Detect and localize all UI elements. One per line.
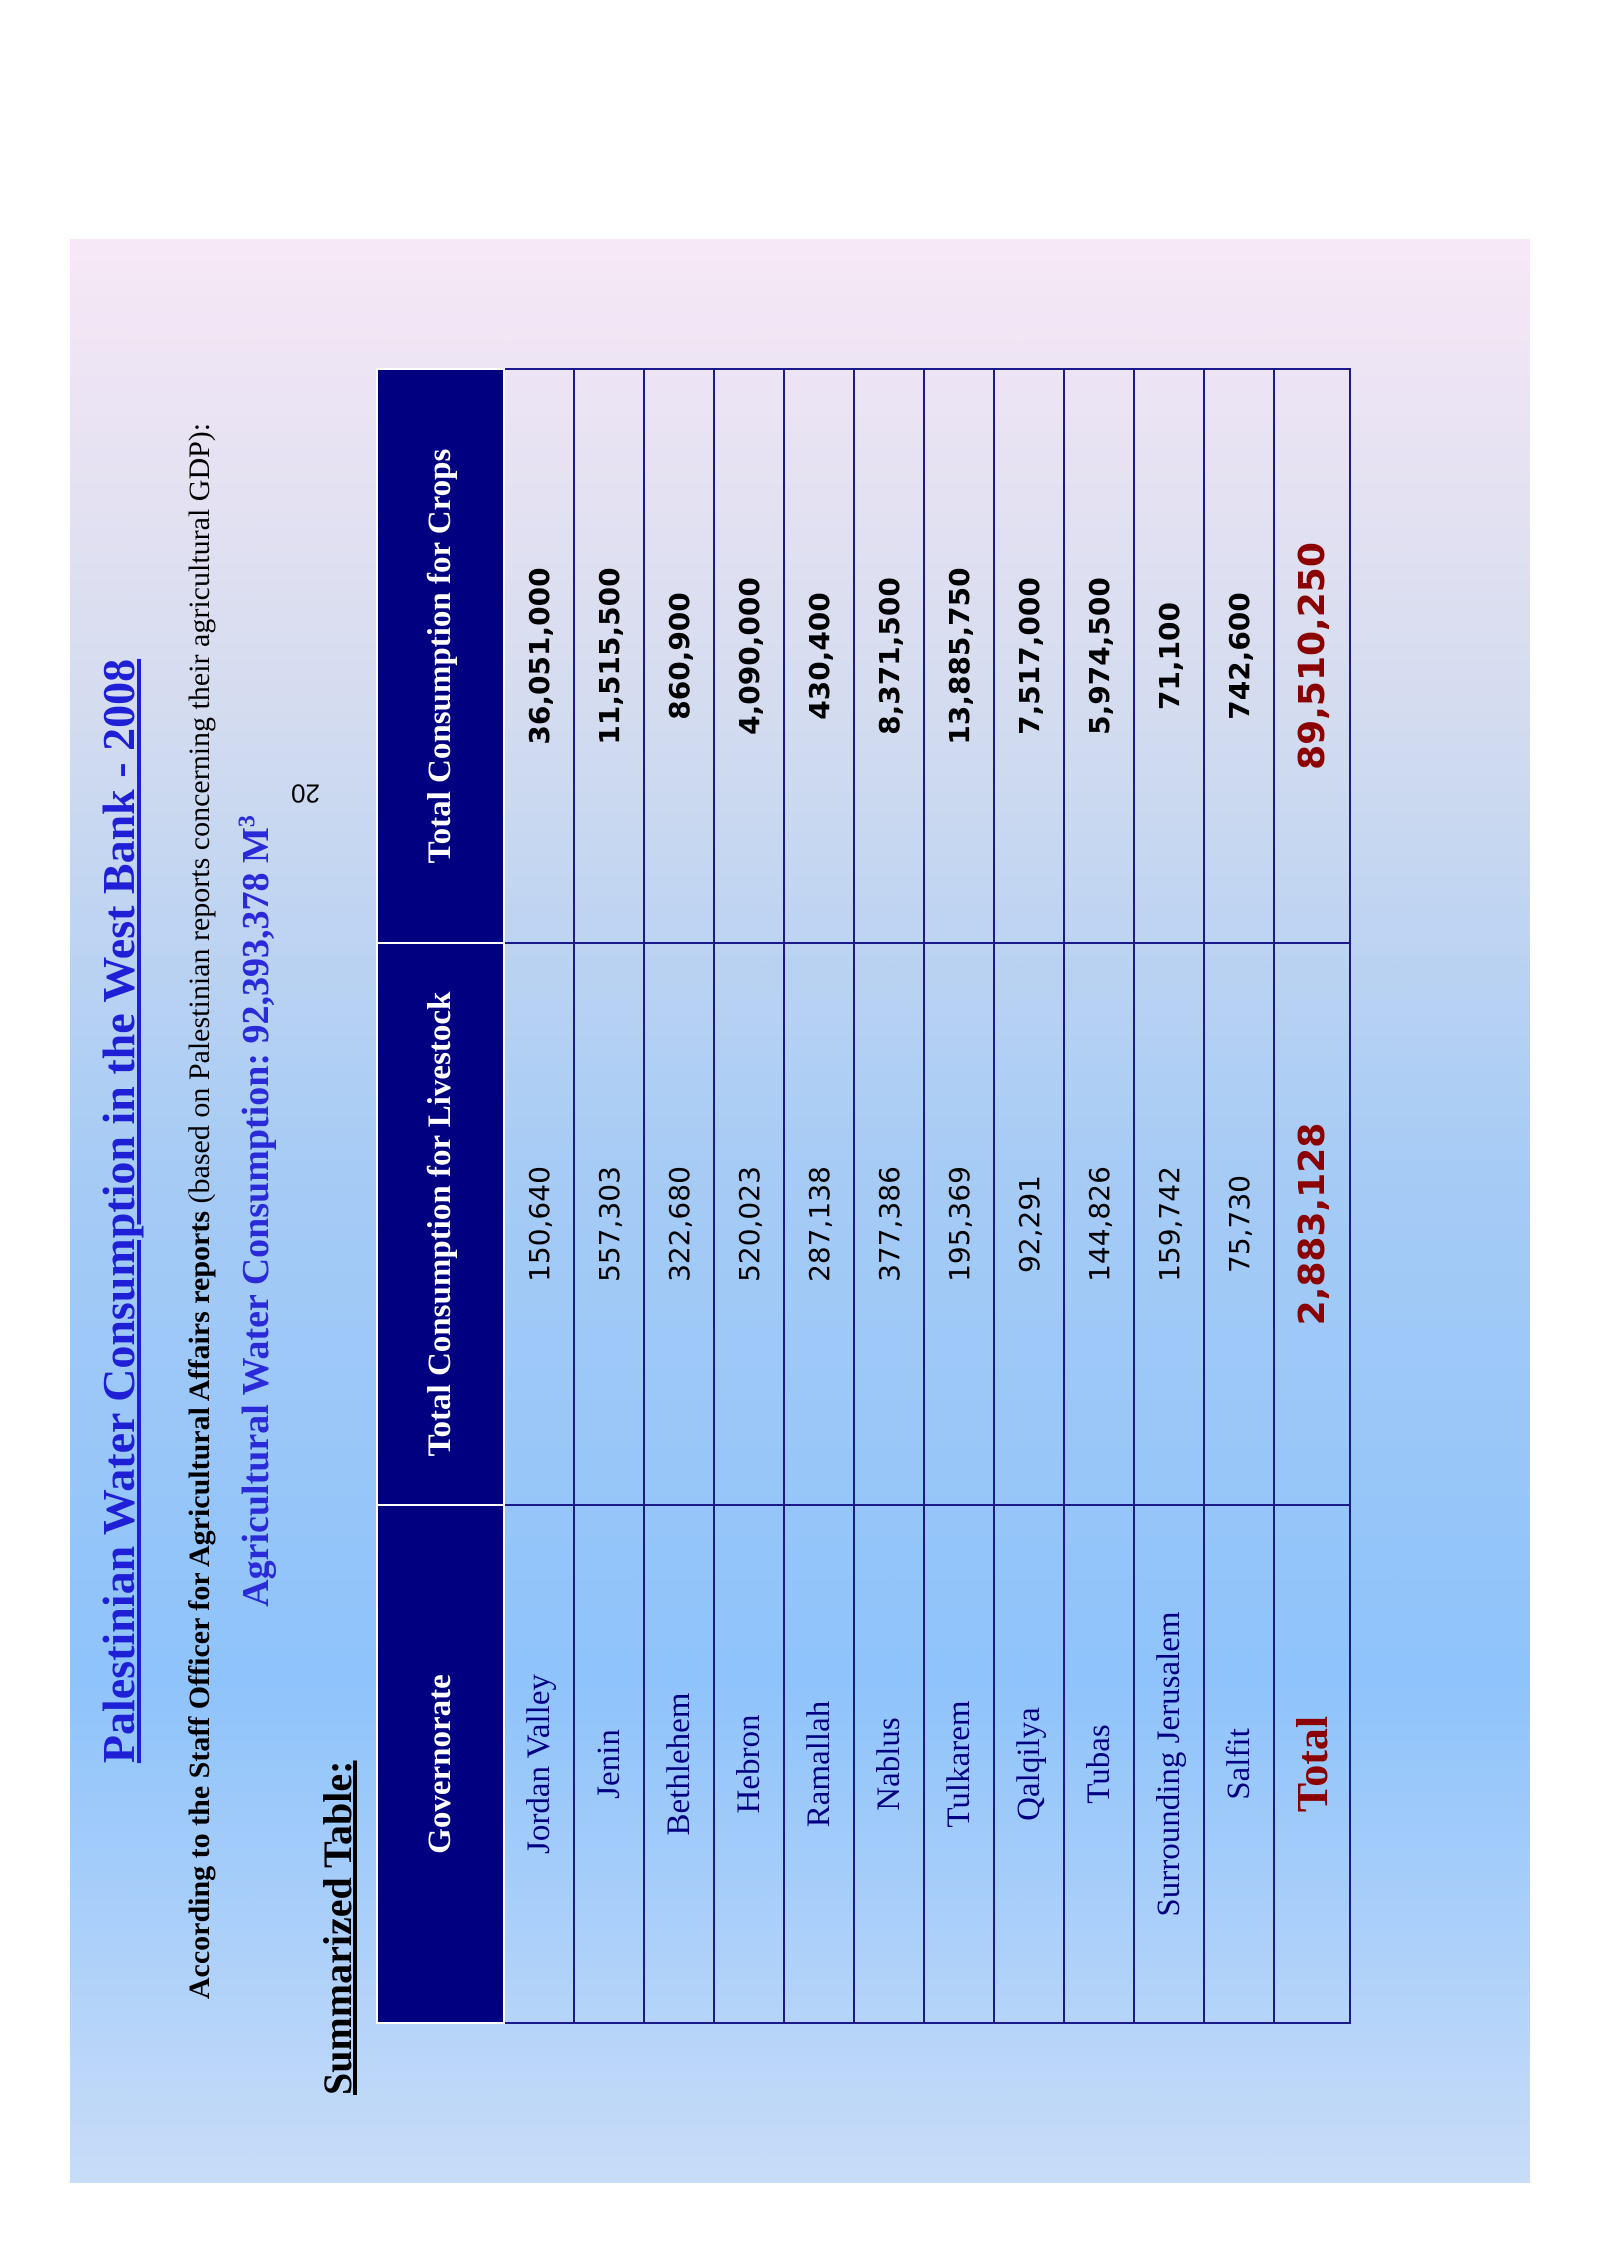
livestock-cell: 144,826 — [1064, 943, 1134, 1505]
page-number: 20 — [291, 778, 320, 809]
governorate-cell: Bethlehem — [644, 1505, 714, 2023]
livestock-cell: 322,680 — [644, 943, 714, 1505]
summary-table — [376, 368, 1351, 2024]
crops-cell: 71,100 — [1134, 369, 1204, 943]
table-heading-colon: : — [315, 1760, 360, 1774]
table-header-row — [377, 369, 504, 2023]
governorate-cell: Hebron — [714, 1505, 784, 2023]
table-row — [1204, 369, 1274, 2023]
crops-cell: 430,400 — [784, 369, 854, 943]
table-row — [1064, 369, 1134, 2023]
page-title: Palestinian Water Consumption in the West Bank - 2008 — [93, 658, 144, 1764]
total-label: Total — [1274, 1505, 1350, 2023]
livestock-cell: 150,640 — [504, 943, 574, 1505]
table-row — [994, 369, 1064, 2023]
total-row — [1274, 369, 1350, 2023]
header-livestock: Total Consumption for Livestock — [377, 943, 504, 1505]
table-row — [784, 369, 854, 2023]
governorate-cell: Nablus — [854, 1505, 924, 2023]
governorate-cell: Jenin — [574, 1505, 644, 2023]
governorate-cell: Tulkarem — [924, 1505, 994, 2023]
intro-note: (based on Palestinian reports concerning their agricultural GDP): — [183, 422, 216, 1211]
slide — [70, 239, 1530, 2183]
crops-cell: 11,515,500 — [574, 369, 644, 943]
crops-cell: 8,371,500 — [854, 369, 924, 943]
livestock-cell: 75,730 — [1204, 943, 1274, 1505]
total-consumption — [234, 239, 278, 2183]
total-livestock: 2,883,128 — [1274, 943, 1350, 1505]
crops-cell: 13,885,750 — [924, 369, 994, 943]
livestock-cell: 557,303 — [574, 943, 644, 1505]
governorate-cell: Ramallah — [784, 1505, 854, 2023]
crops-cell: 4,090,000 — [714, 369, 784, 943]
table-heading-text: Summarized Table — [315, 1773, 360, 2095]
intro-source: According to the Staff Officer for Agricultural Affairs reports — [183, 1210, 216, 2000]
total-consumption-text: Agricultural Water Consumption: 92,393,378 M — [235, 827, 277, 1607]
governorate-cell: Surrounding Jerusalem — [1134, 1505, 1204, 2023]
table-heading — [314, 1761, 361, 2095]
livestock-cell: 92,291 — [994, 943, 1064, 1505]
governorate-cell: Tubas — [1064, 1505, 1134, 2023]
livestock-cell: 159,742 — [1134, 943, 1204, 1505]
crops-cell: 860,900 — [644, 369, 714, 943]
table-row — [924, 369, 994, 2023]
header-governorate: Governorate — [377, 1505, 504, 2023]
governorate-cell: Qalqilya — [994, 1505, 1064, 2023]
table-row — [504, 369, 574, 2023]
cubic-superscript: 3 — [234, 815, 261, 828]
table-row — [1134, 369, 1204, 2023]
intro-text — [183, 239, 217, 2183]
governorate-cell: Salfit — [1204, 1505, 1274, 2023]
table-row — [714, 369, 784, 2023]
total-crops: 89,510,250 — [1274, 369, 1350, 943]
crops-cell: 7,517,000 — [994, 369, 1064, 943]
crops-cell: 5,974,500 — [1064, 369, 1134, 943]
livestock-cell: 520,023 — [714, 943, 784, 1505]
header-crops: Total Consumption for Crops — [377, 369, 504, 943]
table-row — [644, 369, 714, 2023]
livestock-cell: 195,369 — [924, 943, 994, 1505]
table-row — [854, 369, 924, 2023]
livestock-cell: 377,386 — [854, 943, 924, 1505]
livestock-cell: 287,138 — [784, 943, 854, 1505]
governorate-cell: Jordan Valley — [504, 1505, 574, 2023]
table-row — [574, 369, 644, 2023]
crops-cell: 742,600 — [1204, 369, 1274, 943]
crops-cell: 36,051,000 — [504, 369, 574, 943]
